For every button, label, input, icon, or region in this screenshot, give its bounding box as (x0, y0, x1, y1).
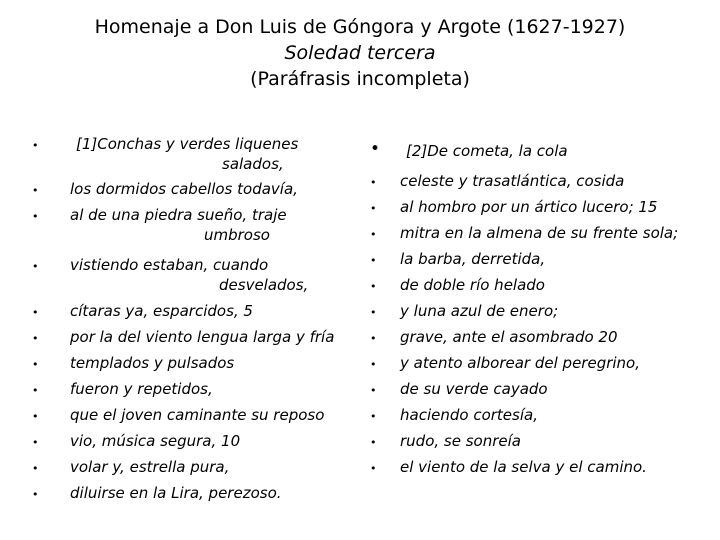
verse-text: por la del viento lengua larga y fría (70, 328, 335, 346)
bullet-icon: • (370, 254, 377, 267)
poem-line (32, 482, 362, 526)
verse-text: diluirse en la Lira, perezoso. (70, 484, 282, 502)
poem-line (370, 456, 700, 500)
verse-continuation: salados, (222, 155, 284, 173)
title-note: (Paráfrasis incompleta) (250, 68, 470, 90)
poem-line (32, 254, 362, 298)
bullet-icon: • (370, 410, 377, 423)
bullet-icon: • (370, 462, 377, 475)
poem-line (32, 133, 362, 177)
verse-text: [1]Conchas y verdes liquenes (76, 135, 299, 153)
bullet-icon: • (370, 280, 377, 293)
verse-text: cítaras ya, esparcidos, 5 (70, 302, 253, 320)
bullet-icon: • (370, 358, 377, 371)
verse-text: al hombro por un ártico lucero; 15 (400, 198, 658, 216)
verse-text: al de una piedra sueño, traje (70, 206, 287, 224)
verse-text: y luna azul de enero; (400, 302, 559, 320)
verse-text: templados y pulsados (70, 354, 235, 372)
bullet-icon: • (32, 332, 39, 345)
verse-text: y atento alborear del peregrino, (400, 354, 640, 372)
bullet-icon: • (32, 384, 39, 397)
verse-text: rudo, se sonreía (400, 432, 521, 450)
title-subtitle: Soledad tercera (284, 42, 436, 64)
bullet-icon: • (370, 228, 377, 241)
verse-text: grave, ante el asombrado 20 (400, 328, 618, 346)
bullet-icon: • (370, 384, 377, 397)
bullet-icon: • (32, 358, 39, 371)
verse-continuation: desvelados, (219, 276, 309, 294)
bullet-icon: • (32, 184, 39, 197)
bullet-icon: • (32, 139, 39, 152)
poem-line (32, 204, 362, 248)
bullet-icon: • (370, 176, 377, 189)
verse-text: haciendo cortesía, (400, 406, 538, 424)
verse-text: la barba, derretida, (400, 250, 546, 268)
verse-text: fueron y repetidos, (70, 380, 213, 398)
bullet-icon: • (32, 260, 39, 273)
bullet-icon: • (370, 436, 377, 449)
bullet-icon: • (32, 488, 39, 501)
bullet-icon: • (32, 306, 39, 319)
bullet-icon: • (370, 332, 377, 345)
bullet-icon: • (32, 462, 39, 475)
verse-text: que el joven caminante su reposo (70, 406, 325, 424)
verse-text: vistiendo estaban, cuando (70, 256, 269, 274)
verse-text: de doble río helado (400, 276, 545, 294)
page-title (0, 14, 720, 92)
verse-text: mitra en la almena de su frente sola; (400, 224, 679, 242)
verse-text: el viento de la selva y el camino. (400, 458, 647, 476)
title-main: Homenaje a Don Luis de Góngora y Argote (1627-1927) (94, 16, 626, 38)
verse-text: vio, música segura, 10 (70, 432, 241, 450)
verse-text: volar y, estrella pura, (70, 458, 230, 476)
verse-text: celeste y trasatlántica, cosida (400, 172, 625, 190)
bullet-icon: • (370, 202, 377, 215)
verse-continuation: umbroso (204, 226, 270, 244)
bullet-icon: • (32, 436, 39, 449)
bullet-icon: • (32, 410, 39, 423)
bullet-icon: • (32, 210, 39, 223)
bullet-icon: • (370, 306, 377, 319)
verse-text: los dormidos cabellos todavía, (70, 180, 298, 198)
verse-text: de su verde cayado (400, 380, 548, 398)
verse-text: [2]De cometa, la cola (406, 142, 568, 160)
bullet-icon: • (370, 139, 381, 159)
